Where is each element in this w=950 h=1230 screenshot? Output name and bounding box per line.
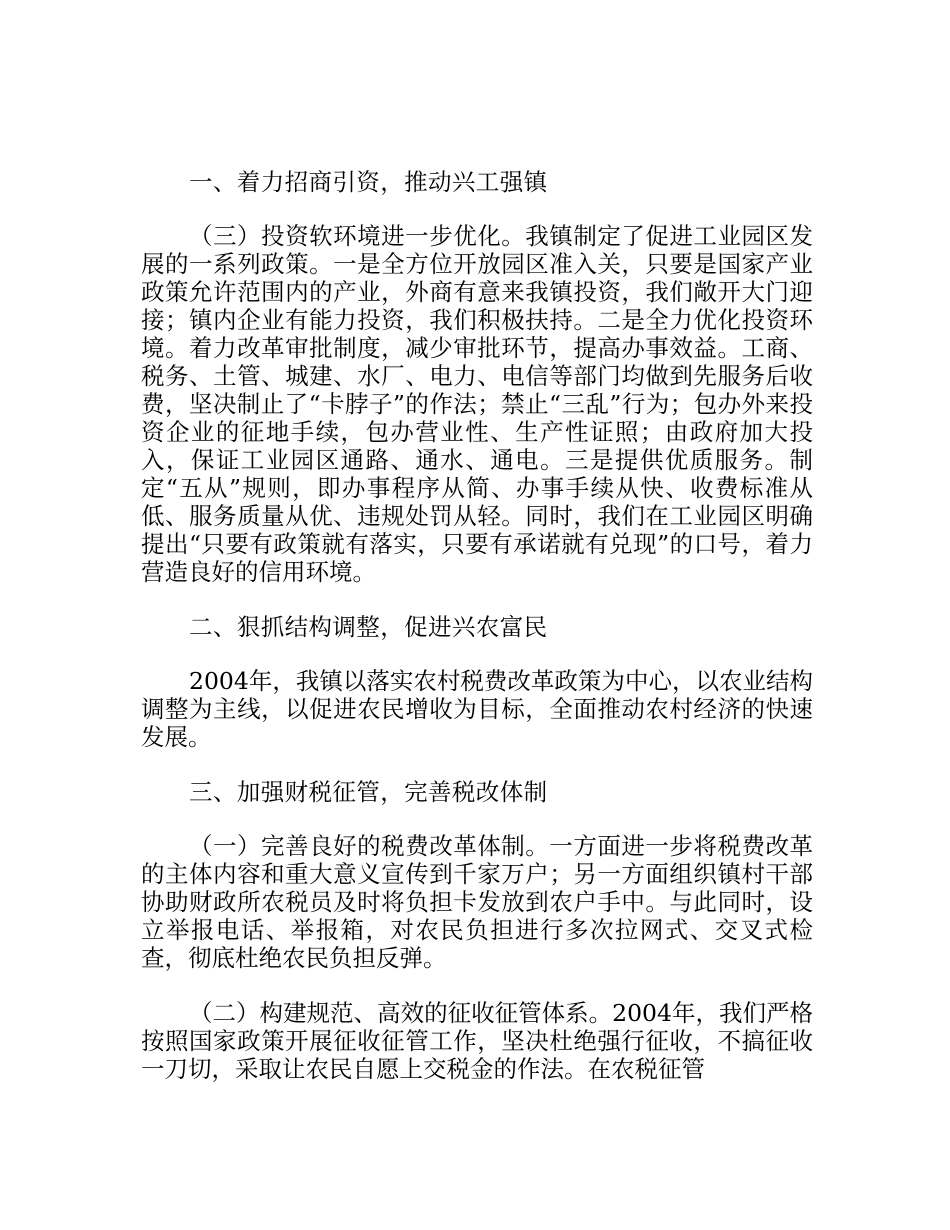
section-heading-1: 一、着力招商引资，推动兴工强镇 [189, 168, 548, 196]
section-3-paragraph-2: （二）构建规范、高效的征收征管体系。2004年，我们严格按照国家政策开展征收征管工作，坚决杜绝强行征收，不搞征收一刀切，采取让农民自愿上交税金的作法。在农税征管 [141, 999, 813, 1083]
section-heading-2: 二、狠抓结构调整，促进兴农富民 [189, 613, 548, 641]
document-body [141, 168, 813, 1083]
section-1-paragraph-1: （三）投资软环境进一步优化。我镇制定了促进工业园区发展的一系列政策。一是全方位开放园区准入关，只要是国家产业政策允许范围内的产业，外商有意来我镇投资，我们敞开大门迎接；镇内企业有能力投资，我们积极扶持。二是全力优化投资环境。着力改革审批制度，减少审批环节，提高办事效益。工商、税务、土管、城建、水厂、电力、电信等部门均做到先服务后收费，坚决制止了“卡脖子”的作法；禁止“三乱”行为；包办外来投资企业的征地手续，包办营业性、生产性证照；由政府加大投入，保证工业园区通路、通水、通电。三是提供优质服务。制定“五从”规则，即办事程序从简、办事手续从快、收费标准从低、服务质量从优、违规处罚从轻。同时，我们在工业园区明确提出“只要有政策就有落实，只要有承诺就有兑现”的口号，着力营造良好的信用环境。 [141, 222, 813, 586]
section-heading-3: 三、加强财税征管，完善税改体制 [189, 778, 548, 806]
section-3-paragraph-1: （一）完善良好的税费改革体制。一方面进一步将税费改革的主体内容和重大意义宣传到千家万户；另一方面组织镇村干部协助财政所农税员及时将负担卡发放到农户手中。与此同时，设立举报电话、举报箱，对农民负担进行多次拉网式、交叉式检查，彻底杜绝农民负担反弹。 [141, 832, 813, 972]
section-2-paragraph-1: 2004年，我镇以落实农村税费改革政策为中心，以农业结构调整为主线，以促进农民增收为目标，全面推动农村经济的快速发展。 [141, 667, 813, 751]
